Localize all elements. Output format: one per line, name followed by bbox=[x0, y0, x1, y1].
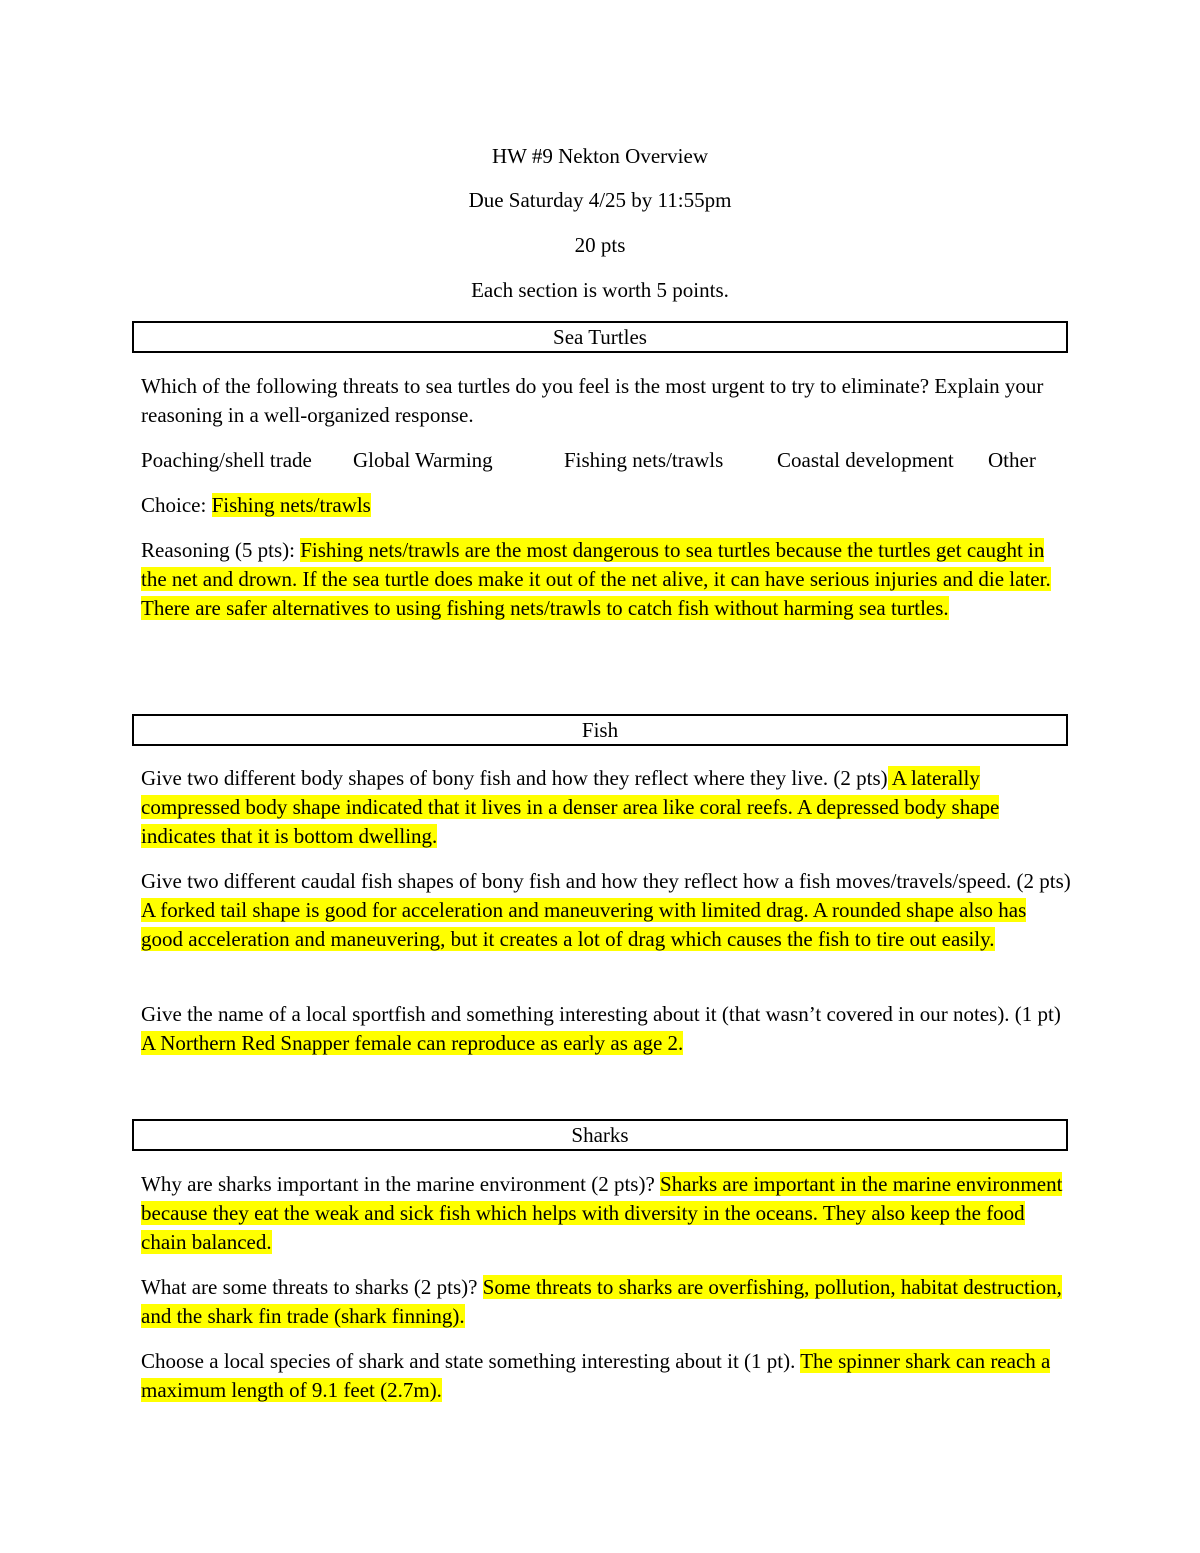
document-title: HW #9 Nekton Overview bbox=[492, 144, 708, 168]
section-heading-sea-turtles: Sea Turtles bbox=[132, 321, 1068, 353]
reasoning-label: Reasoning (5 pts): bbox=[141, 538, 301, 562]
sharks-question-1 bbox=[141, 1170, 1071, 1257]
fish-q3-text: Give the name of a local sportfish and something interesting about it (that wasn’t covered in our notes). (1 pt) bbox=[141, 1002, 1061, 1026]
fish-q3-answer: A Northern Red Snapper female can reproduce as early as age 2. bbox=[141, 1031, 684, 1055]
sharks-q2-text: What are some threats to sharks (2 pts)? bbox=[141, 1275, 483, 1299]
reasoning-answer: Fishing nets/trawls are the most dangerous to sea turtles because the turtles get caught in the net and drown. If the sea turtle does make it out of the net alive, it can have serious injuries and die later. There are safer alternatives to using fishing nets/trawls to catch fish without harming sea turtles. bbox=[141, 538, 1051, 620]
fish-question-3 bbox=[141, 1000, 1071, 1058]
sharks-question-2 bbox=[141, 1273, 1071, 1331]
sharks-q3-answer: The spinner shark can reach a maximum length of 9.1 feet (2.7m). bbox=[141, 1349, 1051, 1402]
fish-q1-text: Give two different body shapes of bony fish and how they reflect where they live. (2 pts) bbox=[141, 766, 888, 790]
choice-line bbox=[141, 491, 1071, 520]
section-heading-sharks: Sharks bbox=[132, 1119, 1068, 1151]
sharks-question-3 bbox=[141, 1347, 1071, 1405]
sharks-q2-answer: Some threats to sharks are overfishing, pollution, habitat destruction, and the shark fin trade (shark finning). bbox=[141, 1275, 1062, 1328]
sharks-q1-text: Why are sharks important in the marine environment (2 pts)? bbox=[141, 1172, 661, 1196]
option-global-warming: Global Warming bbox=[353, 448, 493, 472]
due-date: Due Saturday 4/25 by 11:55pm bbox=[468, 188, 732, 212]
fish-question-2 bbox=[141, 867, 1071, 954]
option-poaching: Poaching/shell trade bbox=[141, 448, 312, 472]
choice-answer: Fishing nets/trawls bbox=[211, 493, 371, 517]
option-other: Other bbox=[988, 448, 1036, 472]
points-note: Each section is worth 5 points. bbox=[471, 278, 729, 302]
sea-turtles-question: Which of the following threats to sea turtles do you feel is the most urgent to try to eliminate? Explain your reasoning in a well-organized response. bbox=[141, 374, 1044, 427]
choice-label: Choice: bbox=[141, 493, 212, 517]
fish-question-1 bbox=[141, 764, 1071, 851]
total-points: 20 pts bbox=[574, 233, 626, 257]
sharks-q3-text: Choose a local species of shark and state something interesting about it (1 pt). bbox=[141, 1349, 801, 1373]
fish-q2-text: Give two different caudal fish shapes of bony fish and how they reflect how a fish moves/travels/speed. (2 pts) bbox=[141, 869, 1071, 893]
option-coastal-development: Coastal development bbox=[777, 448, 954, 472]
fish-q2-answer: A forked tail shape is good for acceleration and maneuvering with limited drag. A rounded shape also has good acceleration and maneuvering, but it creates a lot of drag which causes the fish to tire out easily. bbox=[141, 898, 1027, 951]
fish-q1-answer: A laterally compressed body shape indicated that it lives in a denser area like coral reefs. A depressed body shape indicates that it is bottom dwelling. bbox=[141, 766, 1000, 848]
section-heading-fish: Fish bbox=[132, 714, 1068, 746]
threat-options bbox=[0, 446, 1200, 475]
option-fishing-nets: Fishing nets/trawls bbox=[564, 448, 724, 472]
reasoning-paragraph bbox=[141, 536, 1071, 623]
sharks-q1-answer: Sharks are important in the marine environment because they eat the weak and sick fish which helps with diversity in the oceans. They also keep the food chain balanced. bbox=[141, 1172, 1063, 1254]
